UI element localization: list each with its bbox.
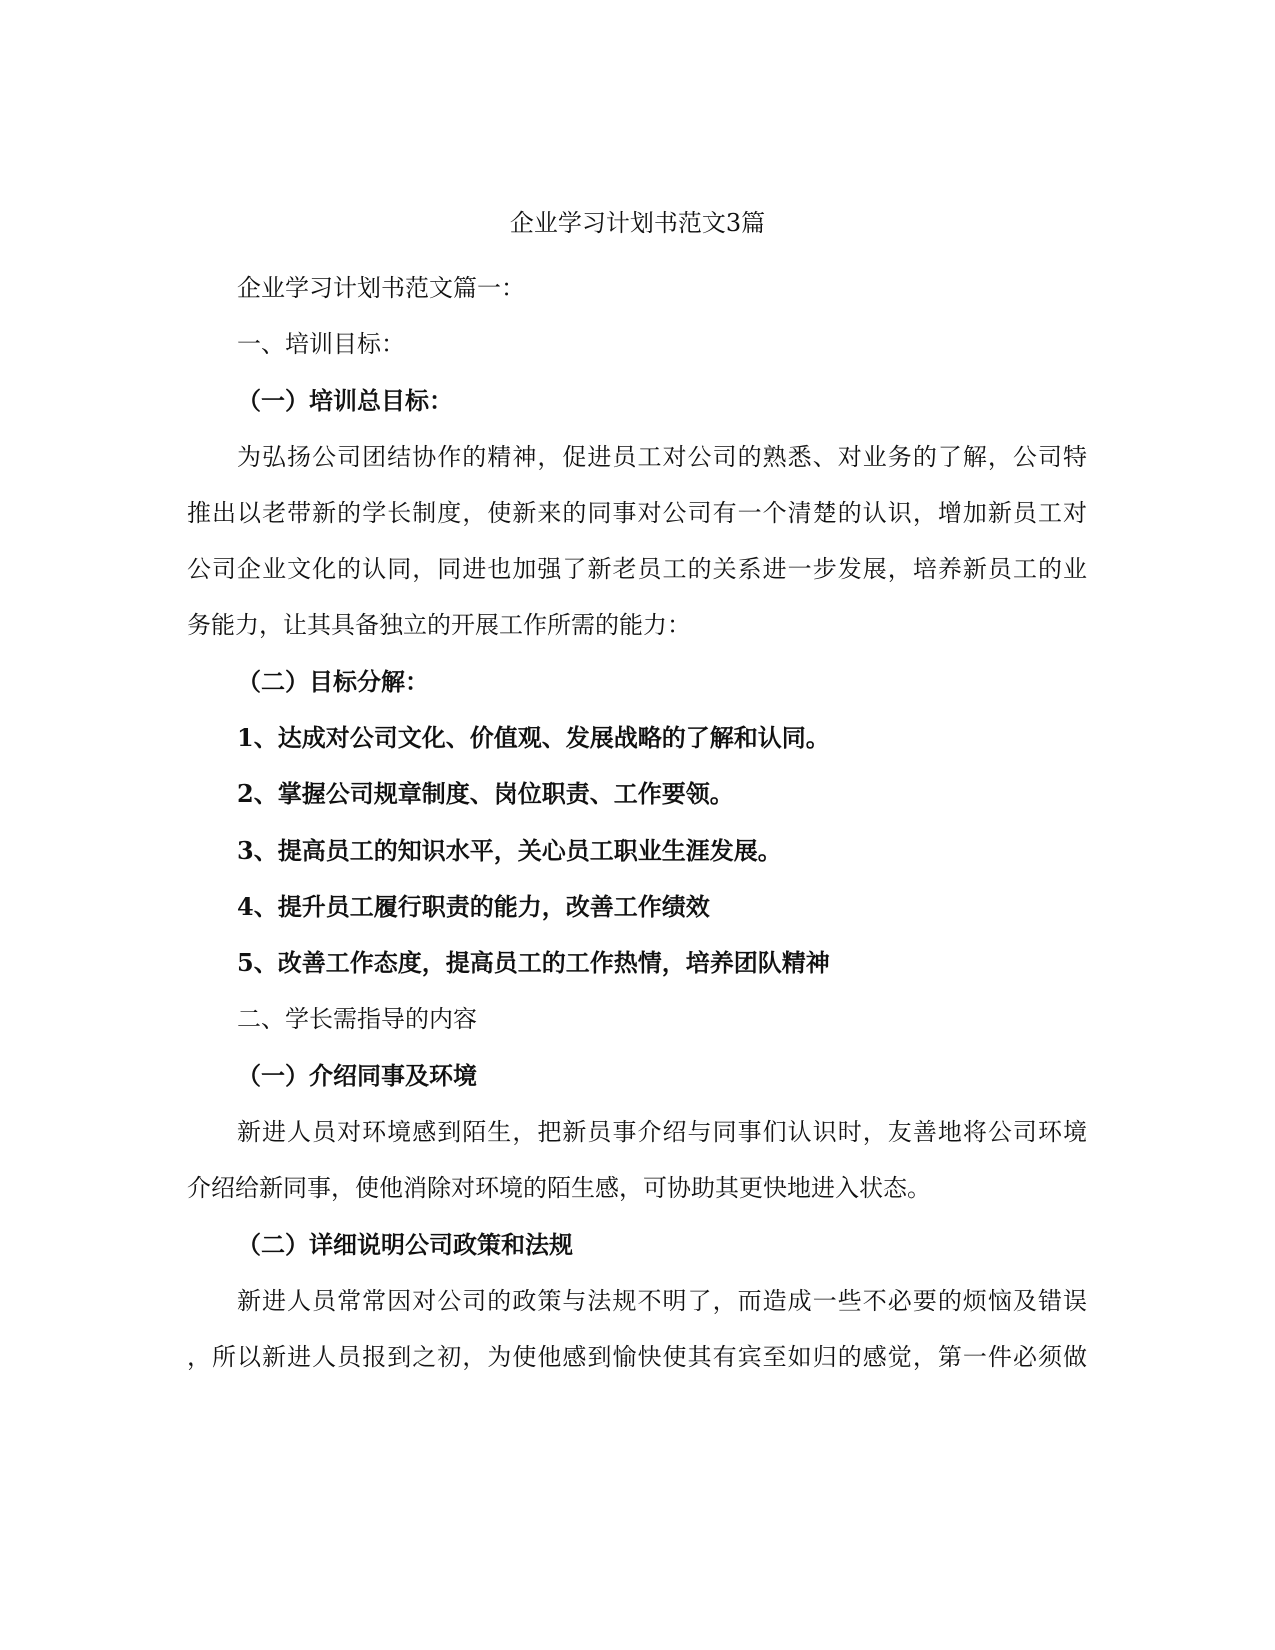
subheading: （一）介绍同事及环境 bbox=[237, 1061, 477, 1090]
paragraph-line: 为弘扬公司团结协作的精神，促进员工对公司的熟悉、对业务的了解，公司特 bbox=[237, 443, 1087, 471]
section-heading: 企业学习计划书范文篇一： bbox=[237, 274, 525, 302]
document-title: 企业学习计划书范文3篇 bbox=[509, 209, 766, 237]
list-item: 3、提高员工的知识水平，关心员工职业生涯发展。 bbox=[237, 836, 782, 865]
paragraph-line: ，所以新进人员报到之初，为使他感到愉快使其有宾至如归的感觉，第一件必须做 bbox=[187, 1343, 1087, 1371]
list-item: 2、掌握公司规章制度、岗位职责、工作要领。 bbox=[237, 779, 734, 808]
list-item: 1、达成对公司文化、价值观、发展战略的了解和认同。 bbox=[237, 723, 830, 752]
chapter-heading: 二、学长需指导的内容 bbox=[237, 1005, 477, 1033]
list-item: 5、改善工作态度，提高员工的工作热情，培养团队精神 bbox=[237, 948, 830, 977]
list-item: 4、提升员工履行职责的能力，改善工作绩效 bbox=[237, 892, 710, 921]
subheading: （二）详细说明公司政策和法规 bbox=[237, 1230, 573, 1259]
chapter-heading: 一、培训目标： bbox=[237, 330, 405, 358]
paragraph-line: 新进人员对环境感到陌生，把新员事介绍与同事们认识时，友善地将公司环境 bbox=[237, 1118, 1087, 1146]
paragraph-line: 推出以老带新的学长制度，使新来的同事对公司有一个清楚的认识，增加新员工对 bbox=[187, 499, 1087, 527]
subheading: （一）培训总目标： bbox=[237, 386, 453, 415]
paragraph-line: 介绍给新同事，使他消除对环境的陌生感，可协助其更快地进入状态。 bbox=[187, 1174, 931, 1202]
subheading: （二）目标分解： bbox=[237, 667, 429, 696]
paragraph-line: 公司企业文化的认同，同进也加强了新老员工的关系进一步发展，培养新员工的业 bbox=[187, 555, 1087, 583]
paragraph-line: 务能力，让其具备独立的开展工作所需的能力： bbox=[187, 611, 691, 639]
paragraph-line: 新进人员常常因对公司的政策与法规不明了，而造成一些不必要的烦恼及错误 bbox=[237, 1287, 1087, 1315]
